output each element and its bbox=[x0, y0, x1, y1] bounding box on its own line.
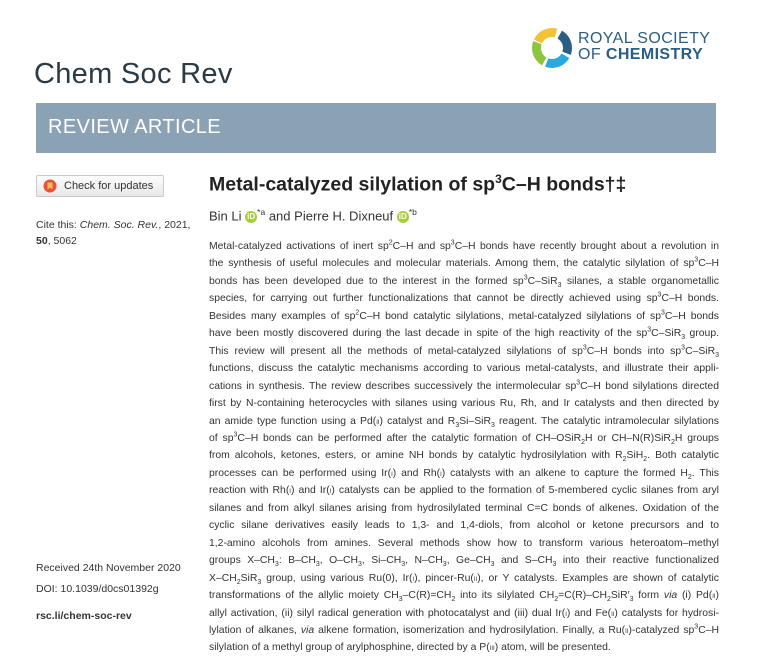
abstract-line: silanes and from alkyl silanes arising from hydrosilylated terminal C=C bonds of alkenes. Oxidation of the bbox=[209, 502, 719, 514]
abstract-line: silylation of a methyl group of arylphosphine, directed by a P(iii) atom, will be presented. bbox=[209, 642, 611, 654]
abstract-line: from alcohols, ketones, esters, or amine NH bonds by catalytic hydrosilylation with $R_2SiH_2$. Both catalytic bbox=[209, 450, 719, 464]
abstract-line: have been mostly discovered during the last decade in spite of the high reactivity of the $sp^3C-SiR_3$ group. bbox=[209, 326, 720, 342]
abstract-line: processes can be performed using Ir(i) and Rh(i) catalysts with an alkene to capture the formed $H_2$. This bbox=[209, 467, 719, 481]
author-conjunction: and bbox=[268, 208, 291, 224]
author-2-affiliation: *b bbox=[408, 207, 417, 217]
abstract-line: an amide type function using a Pd(ii) catalyst and $R_3Si-SiR_3$ reagent. The catalytic intramolecular silylations bbox=[209, 415, 719, 429]
abstract-line: 1,2-amino alcohols from amines. Several methods show how to transform various heteroatom–methyl bbox=[209, 537, 719, 549]
cite-journal: Chem. Soc. Rev. bbox=[79, 219, 159, 231]
check-for-updates-button[interactable] bbox=[36, 175, 164, 197]
article-type-label: REVIEW ARTICLE bbox=[48, 116, 222, 138]
abstract-line: of $sp^3C-H$ bonds can be performed after the catalytic formation of CH–OSiR$_2$H or CH–N(R)SiR$_2$H groups bbox=[209, 431, 719, 447]
publisher-line-2-prefix: OF bbox=[578, 46, 606, 63]
abstract-line: Besides many examples of $sp^2C-H$ bond catalytic silylations, metal-catalyzed silylations of $sp^3C-H$ bonds bbox=[209, 309, 720, 322]
abstract-line: first by N-containing heterocycles with silanes using various Ru, Rh, and Ir catalysts and then directed by bbox=[209, 398, 719, 410]
publisher-line-2-strong: CHEMISTRY bbox=[605, 46, 704, 63]
abstract-line: cyclic silane derivatives easily leads to 1,3- and 1,4-diols, from alcohol or ketone precursors and to bbox=[209, 520, 719, 532]
author-2[interactable]: Pierre H. Dixneuf bbox=[294, 208, 394, 224]
cite-pages: , 5062 bbox=[47, 235, 77, 247]
title-end: C–H bonds†‡ bbox=[501, 173, 627, 196]
abstract-line: the synthesis of useful molecules and molecular materials. Among them, the catalytic silylation of $sp^3C-H$ bbox=[209, 256, 719, 270]
article-title bbox=[209, 172, 626, 197]
publisher-line-2 bbox=[578, 47, 710, 63]
abstract-line: allyl activation, (ii) silyl radical generation with photocatalyst and (iii) dual Ir(i) and Fe(ii) catalysts for hydrosi- bbox=[209, 607, 720, 619]
orcid-icon[interactable]: iD bbox=[247, 212, 256, 222]
abstract bbox=[209, 238, 719, 657]
author-list bbox=[209, 207, 417, 223]
abstract-line: $X-CH_2SiR_3$ group, using various Ru(0), Ir(i), pincer-Ru(ii), or Y catalysts. Examples are shown of catalytic bbox=[209, 572, 719, 586]
publisher-name bbox=[578, 31, 710, 63]
abstract-line: functions, discuss the catalytic mechanisms according to various metal-catalysts, and illustrate their appli- bbox=[209, 363, 719, 375]
abstract-line: reaction with Rh(i) and Ir(i) catalysts can be applied to the formation of 5-membered cyclic silanes from aryl bbox=[209, 485, 719, 497]
publisher-line-1: ROYAL SOCIETY bbox=[578, 30, 711, 47]
abstract-line: groups $X-CH_3$: $B-CH_3$, $O-CH_3$, $Si-CH_3$, $N-CH_3$, $Ge-CH_3$ and $S-CH_3$ into their reactive functionalized bbox=[209, 555, 720, 569]
author-1-affiliation: *a bbox=[257, 207, 266, 217]
logo-arc bbox=[545, 54, 569, 69]
bookmark-update-icon bbox=[43, 179, 57, 193]
author-1[interactable]: Bin Li bbox=[209, 208, 242, 224]
received-date: Received 24th November 2020 bbox=[36, 562, 181, 574]
logo-arc bbox=[558, 31, 573, 55]
cite-prefix: Cite this: bbox=[36, 219, 80, 231]
cite-volume: 50 bbox=[36, 235, 48, 247]
logo-arc bbox=[532, 41, 547, 65]
abstract-line: This review will present all the methods of metal-catalyzed silylations of $sp^3C-H$ bonds into $sp^3C-SiR_3$ bbox=[209, 344, 719, 359]
logo-arc bbox=[534, 28, 557, 43]
article-type-banner bbox=[36, 103, 716, 153]
orcid-icon[interactable]: iD bbox=[398, 212, 407, 222]
abstract-line: Metal-catalyzed activations of inert $sp^2C-H$ and $sp^3C-H$ bonds have recently brought about a revolution in bbox=[209, 239, 719, 252]
journal-title: Chem Soc Rev bbox=[34, 58, 233, 90]
title-main: Metal-catalyzed silylation of sp bbox=[209, 173, 496, 196]
abstract-line: lylation of alkanes, via alkene formation, isomerization and hydrosilylation. Finally, a Ru(ii)-catalyzed $sp^3C-H$ bbox=[209, 623, 719, 636]
cite-year: , 2021, bbox=[158, 219, 191, 231]
abstract-line: transformations of the allylic moiety $CH_3-C(R)=CH_2$ into its silylated $CH_2=C(R)-CH_2SiR'_3$ form via (i) Pd(ii) bbox=[209, 590, 719, 604]
abstract-line: cations in synthesis. The review describes successively the intermolecular $sp^3C-H$ bond silylations directed bbox=[209, 379, 719, 392]
journal-link[interactable]: rsc.li/chem-soc-rev bbox=[36, 610, 132, 622]
abstract-line: bonds has been developed due to the interest in the formed $sp^3C-SiR_3$ silanes, a stable organometallic bbox=[209, 274, 719, 289]
title-superscript: 3 bbox=[495, 172, 502, 186]
check-for-updates-label: Check for updates bbox=[64, 180, 154, 192]
abstract-line: species, for carrying out further functionalizations that cannot be directly achieved using $sp^3C-H$ bonds. bbox=[209, 291, 719, 305]
doi[interactable]: DOI: 10.1039/d0cs01392g bbox=[36, 583, 159, 595]
citation-info bbox=[36, 217, 196, 249]
